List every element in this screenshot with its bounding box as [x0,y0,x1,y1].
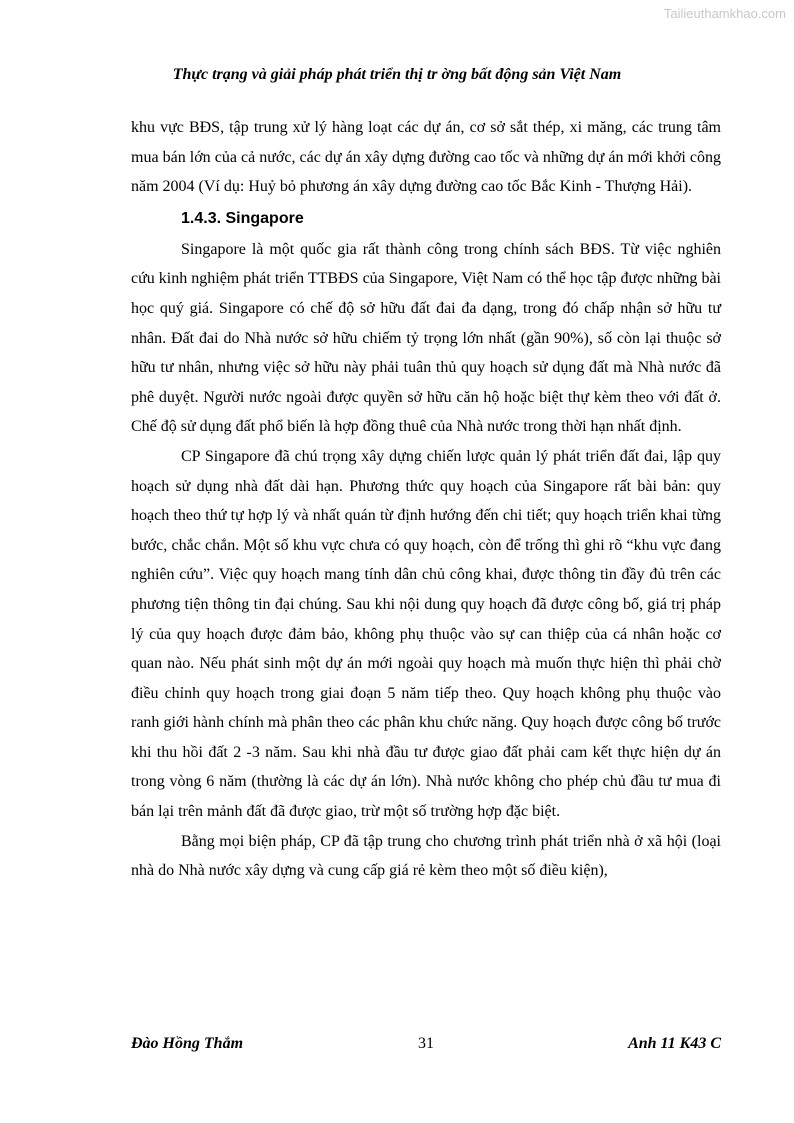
page-number: 31 [418,1035,434,1052]
section-heading: 1.4.3. Singapore [181,209,304,227]
page-header: Thực trạng và giải pháp phát triển thị tr ờng bất động sản Việt Nam [172,66,622,83]
document-body [131,113,721,886]
footer-class-label: Anh 11 K43 C [628,1035,721,1052]
paragraph-1: Singapore là một quốc gia rất thành công trong chính sách BĐS. Từ việc nghiên cứu kinh nghiệm phát triển TTBĐS của Singapore, Việt Nam có thể học tập được những bài học quý giá. Singapore có chế độ sở hữu đất đai đa dạng, trong đó chấp nhận sở hữu tư nhân. Đất đai do Nhà nước sở hữu chiếm tỷ trọng lớn nhất (gần 90%), số còn lại thuộc sở hữu tư nhân, nhưng việc sở hữu này phải tuân thủ quy hoạch sử dụng đất mà Nhà nước đã phê duyệt. Người nước ngoài được quyền sở hữu căn hộ hoặc biệt thự kèm theo với đất ở. Chế độ sử dụng đất phổ biến là hợp đồng thuê của Nhà nước trong thời hạn nhất định. [131,240,721,436]
watermark: Tailieuthamkhao.com [663,6,786,21]
paragraph-3: Bằng mọi biện pháp, CP đã tập trung cho chương trình phát triển nhà ở xã hội (loại nhà do Nhà nước xây dựng và cung cấp giá rẻ kèm theo một số điều kiện), [131,832,721,880]
paragraph-2: CP Singapore đã chú trọng xây dựng chiến lược quản lý phát triển đất đai, lập quy hoạch sử dụng nhà đất dài hạn. Phương thức quy hoạch của Singapore rất bài bản: quy hoạch theo thứ tự hợp lý và nhất quán từ định hướng đến chi tiết; quy hoạch triển khai từng bước, chắc chắn. Một số khu vực chưa có quy hoạch, còn để trống thì ghi rõ “khu vực đang nghiên cứu”. Việc quy hoạch mang tính dân chủ công khai, được thông tin đầy đủ trên các phương tiện thông tin đại chúng. Sau khi nội dung quy hoạch đã được công bố, giá trị pháp lý của quy hoạch được đảm bảo, không phụ thuộc vào sự can thiệp của cá nhân hoặc cơ quan nào. Nếu phát sinh một dự án mới ngoài quy hoạch mà muốn thực hiện thì phải chờ điều chỉnh quy hoạch trong giai đoạn 5 năm tiếp theo. Quy hoạch không phụ thuộc vào ranh giới hành chính mà phân theo các phân khu chức năng. Quy hoạch được công bố trước khi thu hồi đất 2 -3 năm. Sau khi nhà đầu tư được giao đất phải cam kết thực hiện dự án trong vòng 6 năm (thường là các dự án lớn). Nhà nước không cho phép chủ đầu tư mua đi bán lại trên mảnh đất đã được giao, trừ một số trường hợp đặc biệt. [131,447,721,821]
paragraph-continuation: khu vực BĐS, tập trung xử lý hàng loạt các dự án, cơ sở sắt thép, xi măng, các trung tâm mua bán lớn của cả nước, các dự án xây dựng đường cao tốc và những dự án mới khởi công năm 2004 (Ví dụ: Huỷ bỏ phương án xây dựng đường cao tốc Bắc Kinh - Thượng Hải). [131,119,721,196]
footer-author: Đào Hồng Thắm [131,1035,244,1052]
page-footer [131,1035,721,1059]
